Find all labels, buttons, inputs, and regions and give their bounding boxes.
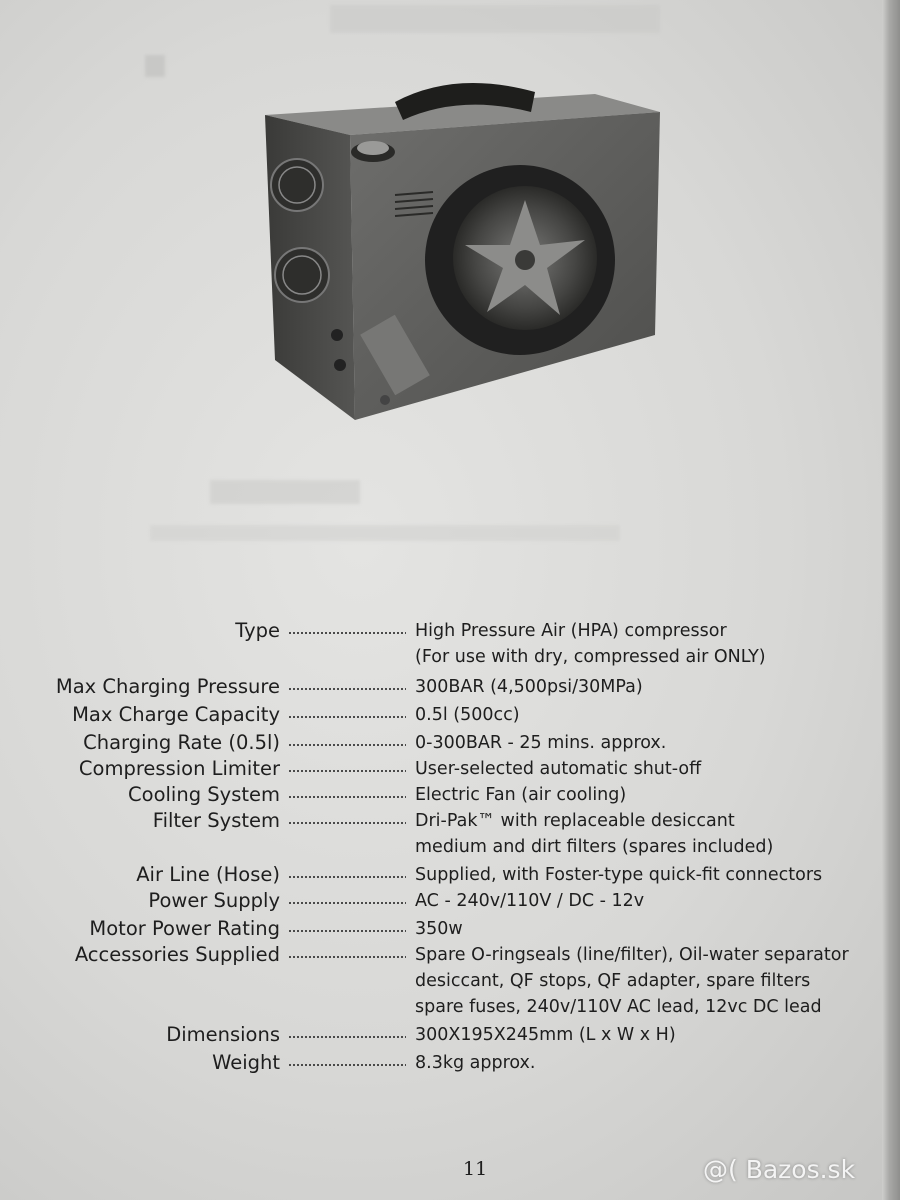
spec-label: Power Supply <box>148 889 280 912</box>
spec-label: Max Charge Capacity <box>72 703 280 726</box>
dot-leader <box>288 1050 406 1076</box>
spec-value: Spare O-ringseals (line/filter), Oil-water separator desiccant, QF stops, QF adapter, spare filters spare fuses, 240v/110V AC lead, 12vc DC lead <box>415 945 849 1017</box>
spec-value: User-selected automatic shut-off <box>415 759 702 779</box>
dot-leader <box>288 1022 406 1048</box>
page-number: 11 <box>463 1158 488 1180</box>
spec-value: 350w <box>415 919 463 939</box>
dot-leader <box>288 702 406 728</box>
dot-leader <box>288 888 406 914</box>
dot-leader <box>288 674 406 700</box>
spec-label: Compression Limiter <box>78 757 280 780</box>
spec-value: High Pressure Air (HPA) compressor (For use with dry, compressed air ONLY) <box>415 621 766 667</box>
dot-leader <box>288 942 406 968</box>
spec-label: Charging Rate (0.5l) <box>83 731 280 754</box>
spec-label: Type <box>235 619 280 642</box>
spec-label: Filter System <box>152 809 280 832</box>
spec-value: 300BAR (4,500psi/30MPa) <box>415 677 643 697</box>
spec-label: Motor Power Rating <box>89 917 280 940</box>
dot-leader <box>288 618 406 644</box>
bleed-through-block-3 <box>210 480 360 504</box>
spec-label: Dimensions <box>166 1023 280 1046</box>
spec-value: Dri-Pak™ with replaceable desiccant medium and dirt filters (spares included) <box>415 811 774 857</box>
bleed-through-block-1 <box>330 5 660 33</box>
dot-leader <box>288 730 406 756</box>
dot-leader <box>288 808 406 834</box>
spec-label: Accessories Supplied <box>74 943 280 966</box>
spec-label: Air Line (Hose) <box>136 863 280 886</box>
spec-value: Electric Fan (air cooling) <box>415 785 627 805</box>
bleed-through-block-2 <box>145 55 165 77</box>
spec-label: Weight <box>212 1051 280 1074</box>
compressor-product-image <box>255 80 675 430</box>
dot-leader <box>288 782 406 808</box>
bleed-through-block-4 <box>150 525 620 541</box>
spec-label: Max Charging Pressure <box>55 675 280 698</box>
spec-value: 300X195X245mm (L x W x H) <box>415 1025 676 1045</box>
spec-value: AC - 240v/110V / DC - 12v <box>415 891 645 911</box>
spec-label: Cooling System <box>128 783 280 806</box>
spec-value: 8.3kg approx. <box>415 1053 536 1073</box>
spec-value: 0.5l (500cc) <box>415 705 520 725</box>
spec-value: 0-300BAR - 25 mins. approx. <box>415 733 667 753</box>
page-edge <box>882 0 900 1200</box>
dot-leader <box>288 862 406 888</box>
spec-value: Supplied, with Foster-type quick-fit connectors <box>415 865 823 885</box>
dot-leader <box>288 916 406 942</box>
watermark: @( Bazos.sk <box>703 1155 856 1184</box>
dot-leader <box>288 756 406 782</box>
